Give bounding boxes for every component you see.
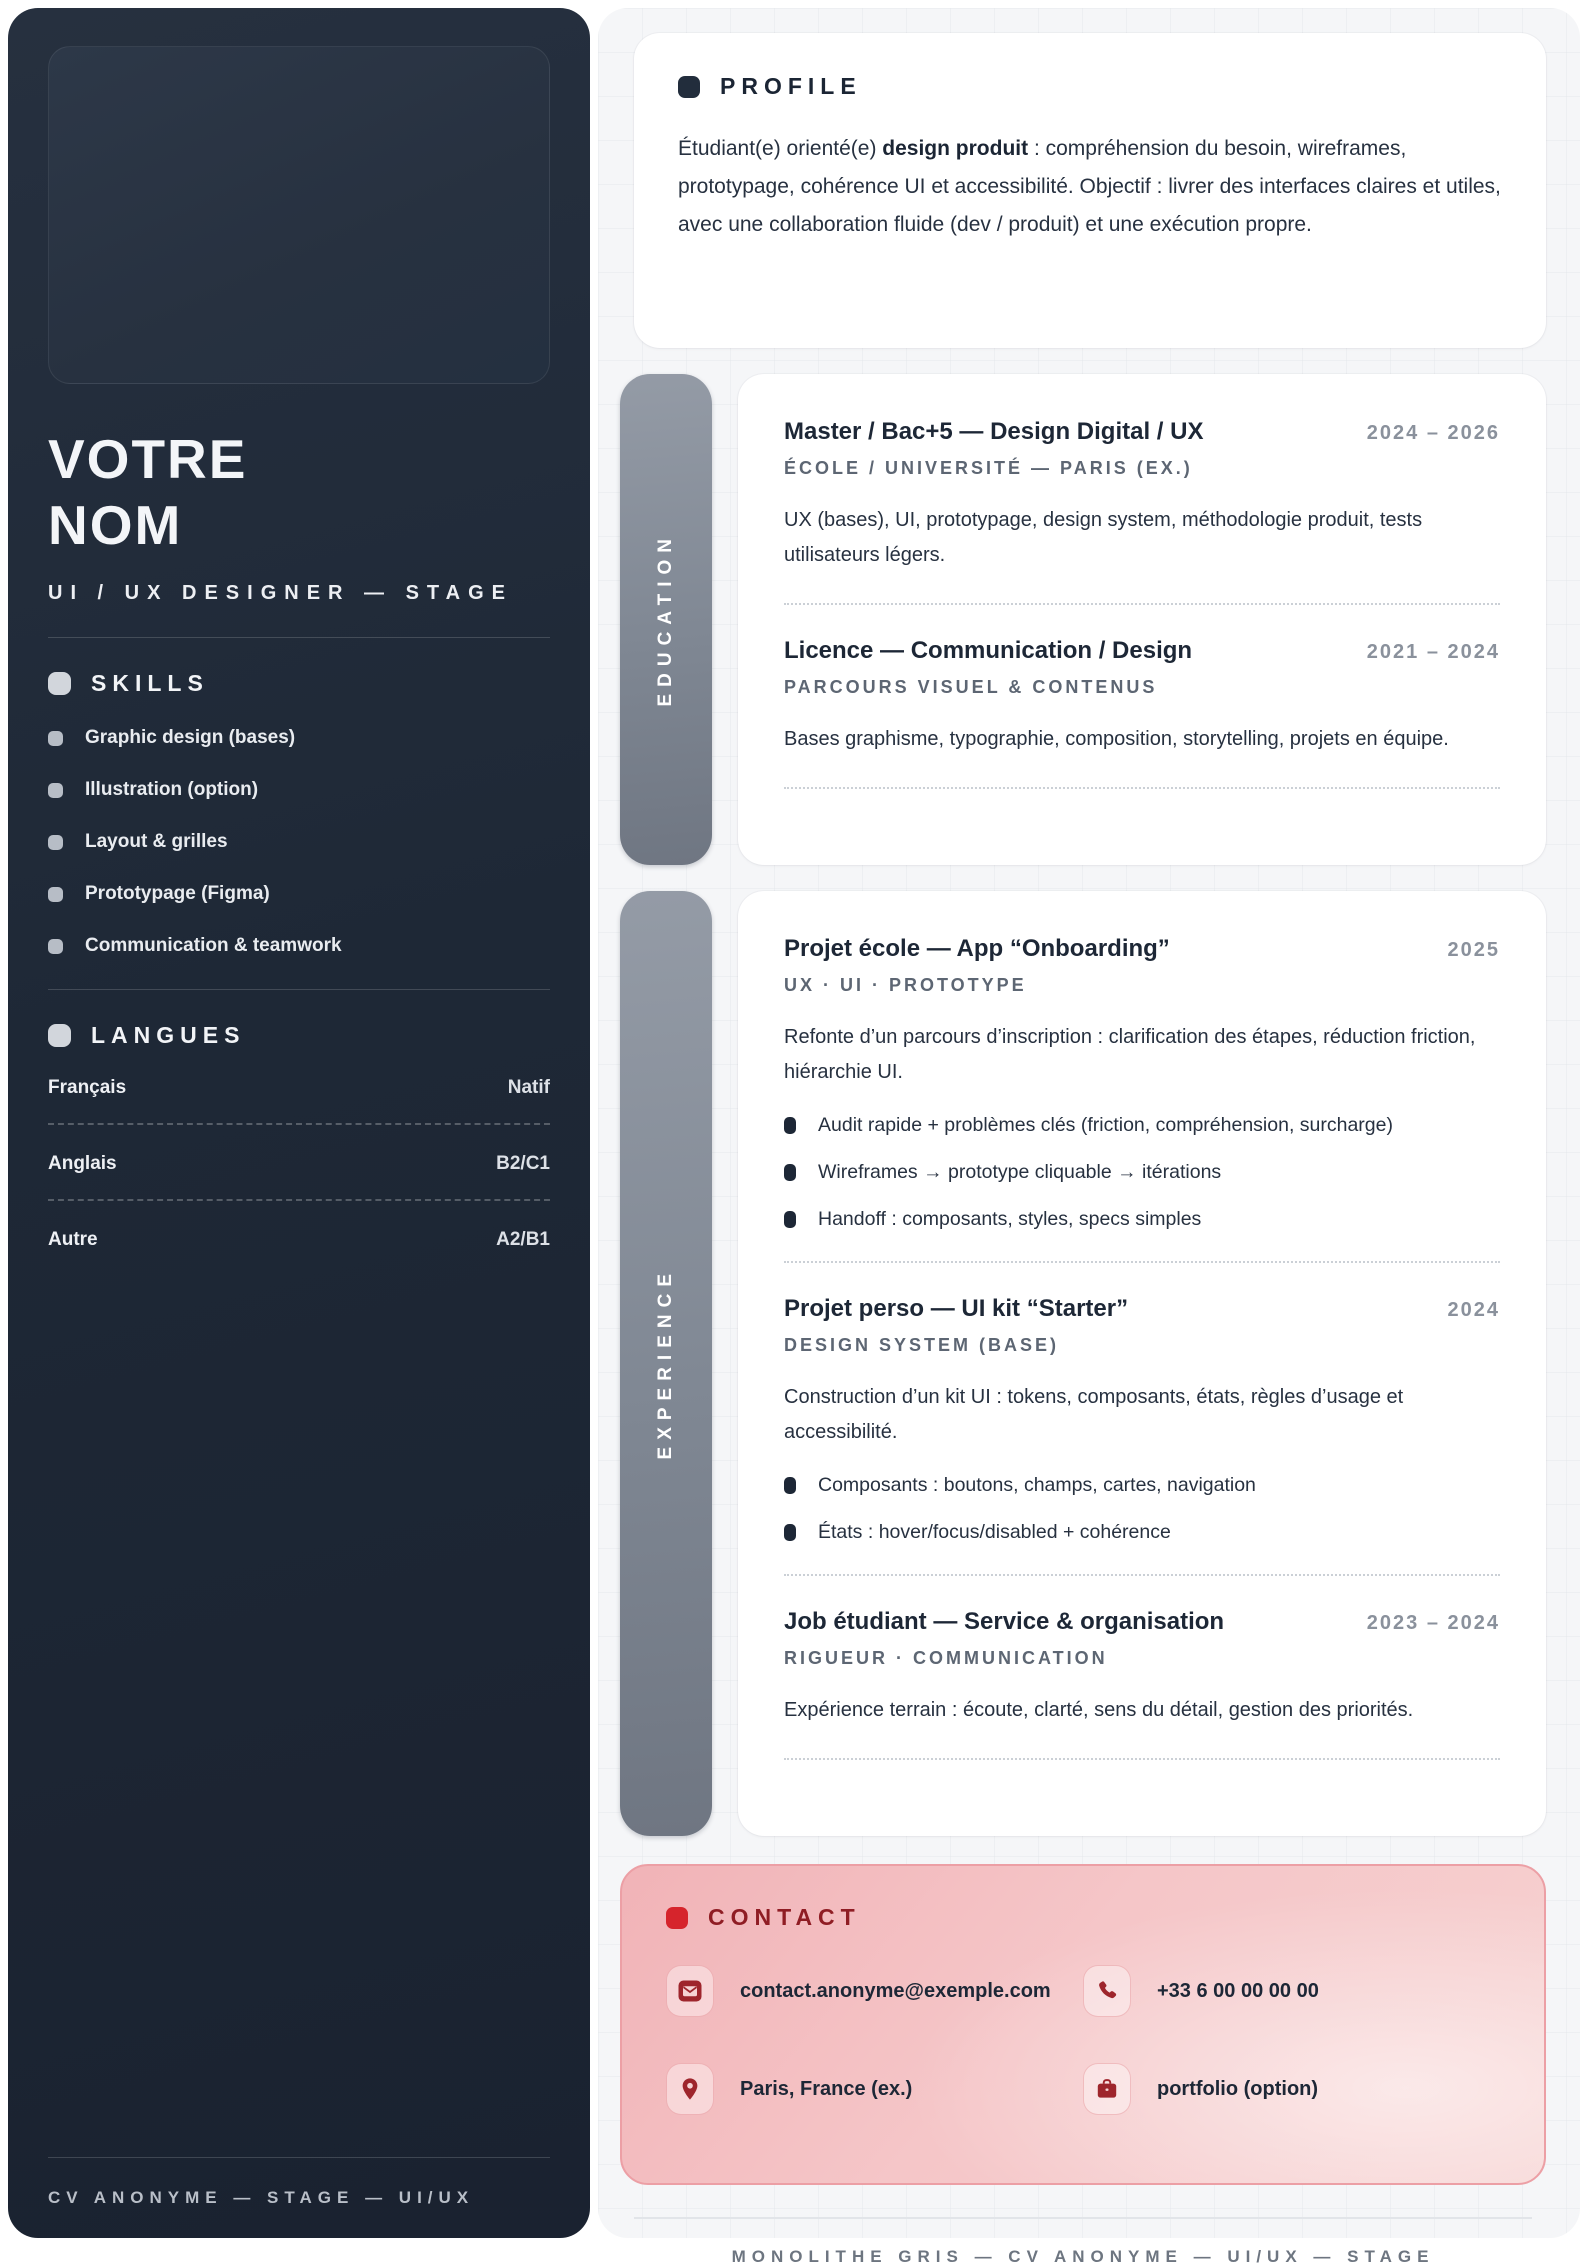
- entry-period: 2021 – 2024: [1366, 641, 1500, 663]
- education-entry: [784, 418, 1500, 573]
- sidebar-divider: [48, 637, 550, 638]
- square-bullet-icon: [678, 76, 700, 98]
- contact-header: [666, 1904, 1500, 1931]
- bullet-text: Wireframes → prototype cliquable → itérations: [818, 1161, 1222, 1183]
- entry-subtitle: PARCOURS VISUEL & CONTENUS: [784, 677, 1158, 697]
- skill-label: Graphic design (bases): [85, 727, 296, 748]
- bullet-item: [784, 1208, 1500, 1231]
- experience-entry: [784, 935, 1500, 1231]
- skill-item: [48, 727, 550, 749]
- profile-text-part: Étudiant(e) orienté(e): [678, 137, 883, 160]
- skill-label: Illustration (option): [85, 779, 259, 800]
- entry-subtitle: DESIGN SYSTEM (BASE): [784, 1335, 1060, 1355]
- experience-entry: [784, 1295, 1500, 1544]
- contact-location-text: Paris, France (ex.): [740, 2077, 913, 2100]
- skill-item: [48, 779, 550, 801]
- skill-item: [48, 831, 550, 853]
- entry-period: 2023 – 2024: [1366, 1612, 1500, 1634]
- education-rail: [620, 374, 712, 865]
- sidebar-divider: [48, 989, 550, 990]
- entry-subtitle: ÉCOLE / UNIVERSITÉ — PARIS (EX.): [784, 458, 1193, 478]
- language-label: Anglais: [48, 1153, 117, 1174]
- square-bullet-icon: [48, 783, 63, 798]
- square-bullet-icon: [784, 1477, 796, 1494]
- square-bullet-icon: [784, 1117, 796, 1134]
- language-level: A2/B1: [496, 1229, 550, 1250]
- entry-title: Projet école — App “Onboarding”: [784, 935, 1170, 962]
- envelope-icon: [666, 1965, 714, 2017]
- main-footer: MONOLITHE GRIS — CV ANONYME — UI/UX — STAGE: [634, 2217, 1532, 2267]
- experience-rail: [620, 891, 712, 1836]
- entry-period: 2025: [1447, 939, 1500, 961]
- profile-text: [678, 130, 1502, 243]
- entry-divider: [784, 603, 1500, 605]
- entry-divider: [784, 1758, 1500, 1760]
- bullet-item: [784, 1161, 1500, 1184]
- languages-section: [48, 1022, 550, 1251]
- square-bullet-icon: [784, 1164, 796, 1181]
- bullet-text: Audit rapide + problèmes clés (friction, compréhension, surcharge): [818, 1114, 1393, 1136]
- language-row: [48, 1229, 550, 1251]
- contact-title: CONTACT: [708, 1904, 861, 1930]
- contact-card: [620, 1864, 1546, 2185]
- language-level: Natif: [507, 1077, 550, 1098]
- experience-section: [620, 891, 1546, 1836]
- language-row: [48, 1153, 550, 1201]
- name-line-1: VOTRE: [48, 428, 248, 490]
- contact-item-email[interactable]: [666, 1965, 1083, 2017]
- bullet-list: [784, 1114, 1500, 1231]
- languages-title: LANGUES: [91, 1022, 246, 1048]
- bullet-text: États : hover/focus/disabled + cohérence: [818, 1521, 1171, 1543]
- contact-phone-text: +33 6 00 00 00 00: [1157, 1979, 1319, 2002]
- skill-item: [48, 935, 550, 957]
- skills-header: [48, 670, 550, 697]
- language-label: Autre: [48, 1229, 98, 1250]
- bullet-item: [784, 1474, 1500, 1497]
- skill-label: Prototypage (Figma): [85, 883, 270, 904]
- contact-email-text: contact.anonyme@exemple.com: [740, 1979, 1051, 2002]
- experience-card: [738, 891, 1546, 1836]
- square-bullet-icon: [48, 835, 63, 850]
- profile-card: [634, 33, 1546, 348]
- contact-portfolio-text: portfolio (option): [1157, 2077, 1319, 2100]
- briefcase-icon: [1083, 2063, 1131, 2115]
- entry-subtitle: RIGUEUR · COMMUNICATION: [784, 1648, 1108, 1668]
- education-section: [620, 374, 1546, 865]
- education-entry: [784, 637, 1500, 757]
- entry-head: [784, 637, 1500, 665]
- skills-section: [48, 670, 550, 957]
- entry-period: 2024 – 2026: [1366, 422, 1500, 444]
- education-rail-label: EDUCATION: [655, 532, 676, 707]
- entry-head: [784, 1295, 1500, 1323]
- language-label: Français: [48, 1077, 127, 1098]
- bullet-text: Handoff : composants, styles, specs simples: [818, 1208, 1202, 1230]
- main-panel: [598, 8, 1580, 2266]
- entry-title: Job étudiant — Service & organisation: [784, 1608, 1225, 1635]
- entry-subtitle: UX · UI · PROTOTYPE: [784, 975, 1027, 995]
- photo-placeholder: [48, 46, 550, 384]
- entry-title: Licence — Communication / Design: [784, 637, 1193, 664]
- bullet-item: [784, 1114, 1500, 1137]
- entry-head: [784, 418, 1500, 446]
- square-bullet-icon: [48, 887, 63, 902]
- square-bullet-icon: [784, 1524, 796, 1541]
- contact-item-portfolio[interactable]: [1083, 2063, 1500, 2115]
- square-bullet-icon: [48, 672, 71, 695]
- profile-title: PROFILE: [720, 73, 862, 99]
- contact-item-phone[interactable]: [1083, 1965, 1500, 2017]
- skill-item: [48, 883, 550, 905]
- entry-title: Projet perso — UI kit “Starter”: [784, 1295, 1129, 1322]
- name-line-2: NOM: [48, 494, 183, 556]
- languages-header: [48, 1022, 550, 1049]
- entry-description: Expérience terrain : écoute, clarté, sens du détail, gestion des priorités.: [784, 1699, 1414, 1721]
- entry-head: [784, 935, 1500, 963]
- entry-divider: [784, 787, 1500, 789]
- role-subtitle: UI / UX DESIGNER — STAGE: [48, 582, 513, 604]
- square-bullet-icon: [48, 939, 63, 954]
- map-pin-icon: [666, 2063, 714, 2115]
- skill-label: Layout & grilles: [85, 831, 228, 852]
- experience-rail-label: EXPERIENCE: [655, 1267, 676, 1460]
- language-row: [48, 1077, 550, 1125]
- square-bullet-icon: [48, 1024, 71, 1047]
- square-bullet-icon: [666, 1907, 688, 1929]
- bullet-list: [784, 1474, 1500, 1544]
- entry-description: Bases graphisme, typographie, composition, storytelling, projets en équipe.: [784, 728, 1449, 750]
- name-heading: [48, 426, 550, 558]
- skills-title: SKILLS: [91, 670, 209, 696]
- bullet-text: Composants : boutons, champs, cartes, navigation: [818, 1474, 1256, 1496]
- entry-description: Refonte d’un parcours d’inscription : clarification des étapes, réduction friction, hiérarchie UI.: [784, 1026, 1476, 1083]
- square-bullet-icon: [48, 731, 63, 746]
- entry-period: 2024: [1447, 1299, 1500, 1321]
- experience-entry: [784, 1608, 1500, 1728]
- entry-title: Master / Bac+5 — Design Digital / UX: [784, 418, 1204, 445]
- language-level: B2/C1: [496, 1153, 550, 1174]
- education-card: [738, 374, 1546, 865]
- profile-text-bold: design produit: [882, 137, 1029, 160]
- skill-label: Communication & teamwork: [85, 935, 342, 956]
- square-bullet-icon: [784, 1211, 796, 1228]
- phone-icon: [1083, 1965, 1131, 2017]
- entry-head: [784, 1608, 1500, 1636]
- profile-header: [678, 73, 1502, 100]
- contact-item-location[interactable]: [666, 2063, 1083, 2115]
- sidebar-footer: CV ANONYME — STAGE — UI/UX: [48, 2157, 550, 2208]
- entry-divider: [784, 1261, 1500, 1263]
- contact-grid: [666, 1965, 1500, 2115]
- entry-description: UX (bases), UI, prototypage, design system, méthodologie produit, tests utilisateurs légers.: [784, 509, 1423, 566]
- sidebar: [8, 8, 590, 2238]
- profile-text-part: : compréhension du besoin, wireframes, prototypage, cohérence UI et accessibilité. Objectif : livrer des interfaces claires et utiles, avec une collaboration fluide (dev / produit) et une exécution propre.: [678, 137, 1501, 236]
- entry-description: Construction d’un kit UI : tokens, composants, états, règles d’usage et accessibilité.: [784, 1386, 1404, 1443]
- bullet-item: [784, 1521, 1500, 1544]
- entry-divider: [784, 1574, 1500, 1576]
